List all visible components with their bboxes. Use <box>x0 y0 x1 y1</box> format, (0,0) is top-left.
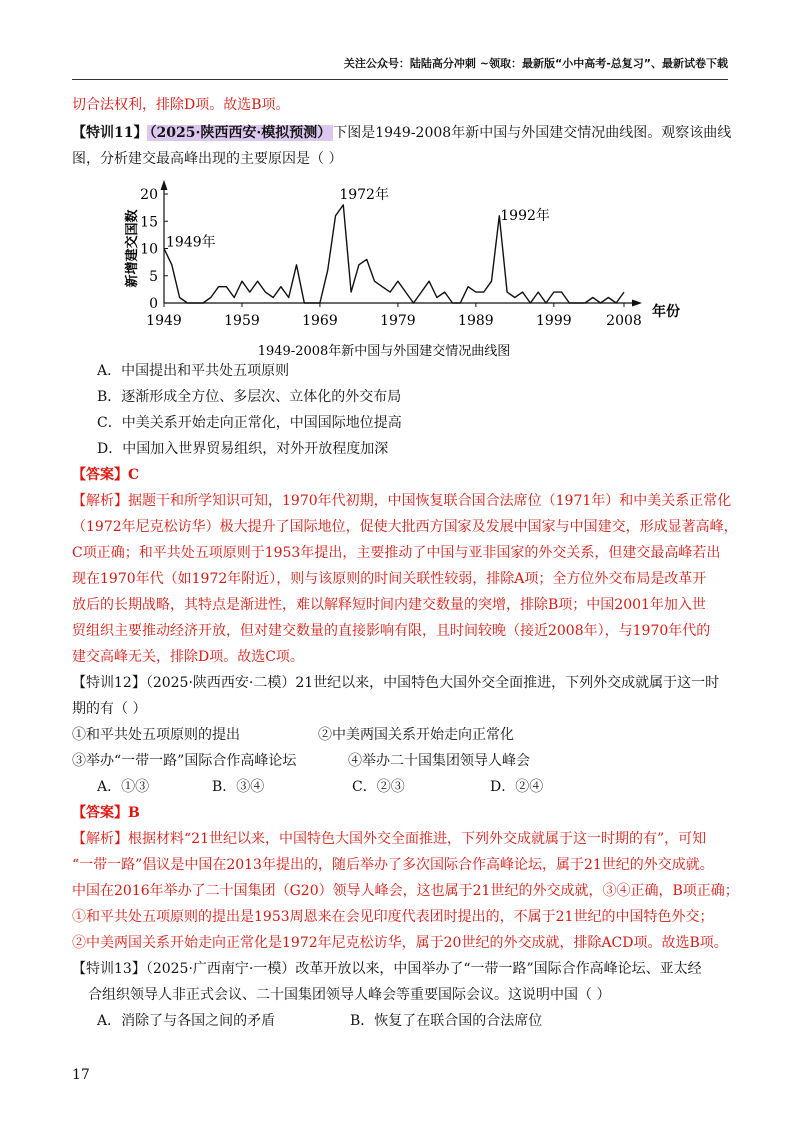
question-12-line-1: 【特训12】（2025·陕西西安·二模）21世纪以来，中国特色大国外交全面推进，下列外交成就属于这一时 <box>72 675 720 691</box>
question-13-line-2: 合组织领导人非正式会议、二十国集团领导人峰会等重要国际会议。这说明中国（ ） <box>88 987 611 1003</box>
explanation-11-line-7: 建交高峰无关，排除D项。故选C项。 <box>72 649 304 665</box>
peak-annotation: 1972年 <box>339 186 389 203</box>
x-axis-label: 年份 <box>652 304 680 320</box>
y-tick-label: 10 <box>140 241 158 258</box>
explanation-11-line-2: （1972年尼克松访华）极大提升了国际地位，促使大批西方国家及发展中国家与中国建交，形成显著高峰， <box>72 519 738 535</box>
explanation-12-line-5: ②中美两国关系开始走向正常化是1972年尼克松访华，属于20世纪的外交成就，排除ACD项。故选B项。 <box>72 935 728 951</box>
question-11-source: （2025·陕西西安·模拟预测） <box>149 125 332 141</box>
page-number: 17 <box>72 1067 90 1083</box>
question-12-option-c: C．②③ <box>352 779 405 795</box>
question-11-line-1 <box>72 123 731 143</box>
question-12-line-2: 期的有（ ） <box>72 701 147 717</box>
explanation-12-line-3: 中国在2016年举办了二十国集团（G20）领导人峰会，这也属于21世纪的外交成就，③④正确，B项正确； <box>72 883 739 899</box>
question-11-stem-2: 图，分析建交最高峰出现的主要原因是（ ） <box>72 151 343 167</box>
question-11-option-d: D．中国加入世界贸易组织，对外开放程度加深 <box>97 441 389 457</box>
question-13-line-1: 【特训13】（2025·广西南宁·一模）改革开放以来，中国举办了“一带一路”国际合作高峰论坛、亚太经 <box>72 961 702 977</box>
y-axis-label: 新增建交国数 <box>125 209 140 288</box>
question-13-option-b: B．恢复了在联合国的合法席位 <box>350 1013 543 1029</box>
y-tick-label: 20 <box>140 187 158 203</box>
answer-11: 【答案】C <box>72 467 140 483</box>
explanation-11-line-4: 现在1970年代（如1972年附近），则与该原则的时间关联性较弱，排除A项；全方位外交布局是改革开 <box>72 571 707 587</box>
series-line <box>164 205 624 303</box>
x-tick-label: 1989 <box>458 313 494 329</box>
question-11-option-b: B．逐渐形成全方位、多层次、立体化的外交布局 <box>97 389 402 405</box>
peak-annotation: 1992年 <box>500 207 550 224</box>
prev-explanation-end: 切合法权利，排除D项。故选B项。 <box>72 97 290 113</box>
question-11-option-a: A．中国提出和平共处五项原则 <box>97 363 290 379</box>
explanation-12-line-1: 【解析】根据材料“21世纪以来，中国特色大国外交全面推进，下列外交成就属于这一时期的有”，可知 <box>72 831 707 847</box>
question-12-option-b: B．③④ <box>212 779 265 795</box>
explanation-12-line-4: ①和平共处五项原则的提出是1953周恩来在会见印度代表团时提出的，不属于21世纪的中国特色外交； <box>72 909 714 925</box>
y-tick-label: 5 <box>149 268 158 285</box>
explanation-11-line-5: 放后的长期战略，其特点是渐进性，难以解释短时间内建交数量的突增，排除B项；中国2001年加入世 <box>72 597 706 613</box>
question-12-item-4: ④举办二十国集团领导人峰会 <box>348 753 530 769</box>
question-11-tag: 【特训11】 <box>72 125 148 141</box>
question-12-item-3: ③举办“一带一路”国际合作高峰论坛 <box>72 753 297 769</box>
x-tick-label: 1949 <box>146 313 182 329</box>
explanation-11-line-1: 【解析】据题干和所学知识可知，1970年代初期，中国恢复联合国合法席位（1971年）和中美关系正常化 <box>72 493 732 509</box>
x-tick-label: 1959 <box>224 313 260 329</box>
y-tick-label: 15 <box>140 214 158 231</box>
explanation-12-line-2: “一带一路”倡议是中国在2013年提出的，随后举办了多次国际合作高峰论坛，属于21世纪的外交成就。 <box>72 857 714 873</box>
question-12-item-1: ①和平共处五项原则的提出 <box>72 727 240 743</box>
diplomatic-relations-chart <box>110 180 690 358</box>
page-header: 关注公众号：陆陆高分冲刺 ~领取：最新版“小中高考-总复习”、最新试卷下载 <box>343 57 728 70</box>
question-13-option-a: A．消除了与各国之间的矛盾 <box>97 1013 276 1029</box>
question-12-option-a: A．①③ <box>97 779 150 795</box>
x-tick-label: 1969 <box>302 313 338 329</box>
question-11-stem-1: 下图是1949-2008年新中国与外国建交情况曲线图。观察该曲线 <box>333 125 732 141</box>
y-axis-arrow <box>161 180 168 190</box>
question-12-item-2: ②中美两国关系开始走向正常化 <box>318 727 514 743</box>
x-tick-label: 1999 <box>536 313 572 329</box>
x-tick-label: 2008 <box>606 313 642 329</box>
y-tick-label: 0 <box>149 296 158 312</box>
question-12-option-d: D．②④ <box>490 779 544 795</box>
explanation-11-line-3: C项正确；和平共处五项原则于1953年提出，主要推动了中国与亚非国家的外交关系，但建交最高峰若出 <box>72 545 721 561</box>
chart-caption: 1949-2008年新中国与外国建交情况曲线图 <box>257 344 511 358</box>
question-11-option-c: C．中美关系开始走向正常化，中国国际地位提高 <box>97 415 402 431</box>
x-axis-arrow <box>632 300 642 307</box>
answer-12: 【答案】B <box>72 805 140 821</box>
header-divider <box>72 79 728 80</box>
explanation-11-line-6: 贸组织主要推动经济开放，但对建交数量的直接影响有限，且时间较晚（接近2008年），与1970年代的 <box>72 623 711 639</box>
x-tick-label: 1979 <box>380 313 416 329</box>
peak-annotation: 1949年 <box>166 234 216 251</box>
